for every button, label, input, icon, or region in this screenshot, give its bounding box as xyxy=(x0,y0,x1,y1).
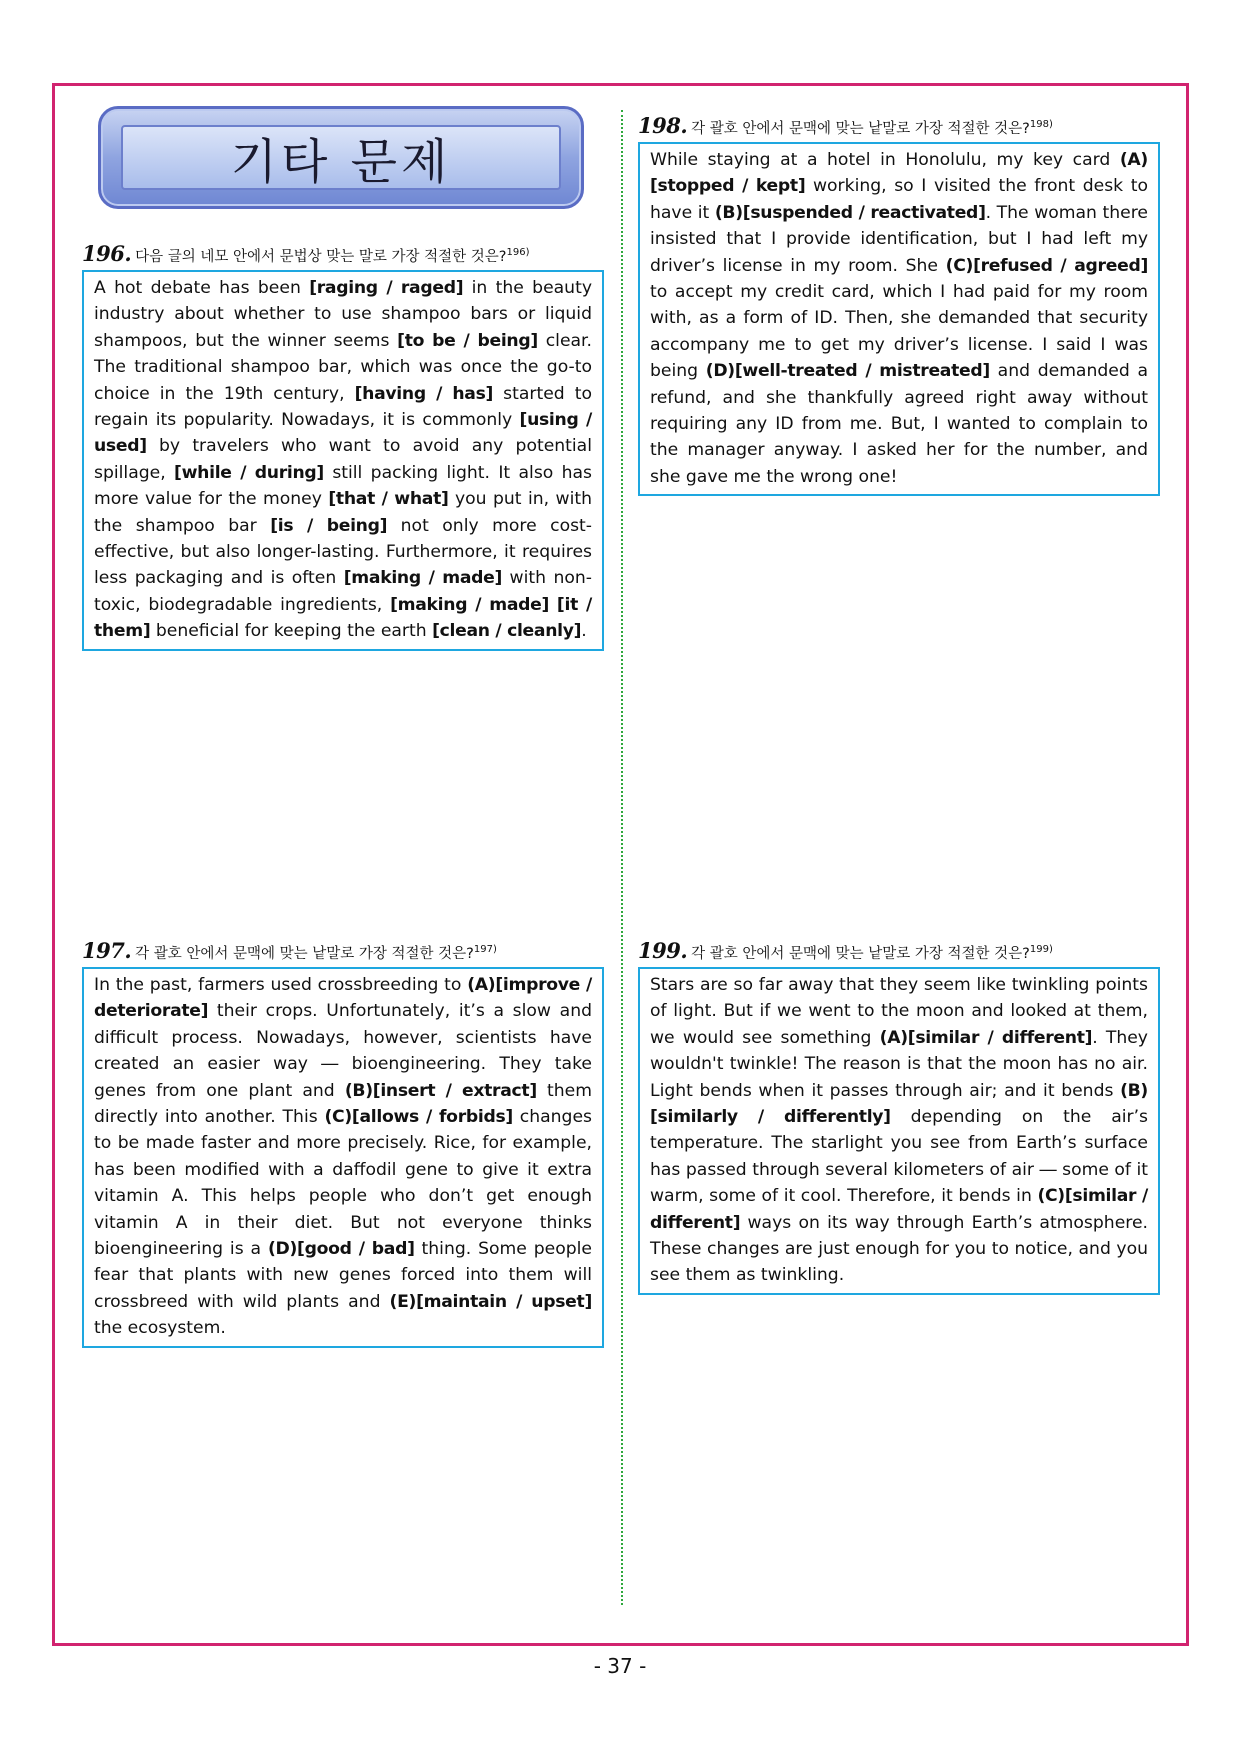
answer-choice: (C)[refused / agreed] xyxy=(945,255,1148,276)
footnote-marker: 197) xyxy=(473,944,497,956)
answer-choice: (A)[improve / deteriorate] xyxy=(94,975,592,1022)
answer-choice: (E)[maintain / upset] xyxy=(389,1291,593,1312)
answer-choice: (A)[similar / different] xyxy=(879,1027,1093,1048)
passage-box: In the past, farmers used crossbreeding to (A)[improve / deteriorate] their crops. Unfortunately, it’s a slow and difficult process. Nowadays, however, scientists have created an easier way ― bioengineering. They take genes from one plant and (B)[insert / extract] them directly into another. This (C)[allows / forbids] changes to be made faster and more precisely. Rice, for example, has been modified with a daffodil gene to give it extra vitamin A. This helps people who don’t get enough vitamin A in their diet. But not everyone thinks bioengineering is a (D)[good / bad] thing. Some people fear that plants with new genes forced into them will crossbreed with wild plants and (E)[maintain / upset] the ecosystem. xyxy=(82,967,604,1348)
question-197 xyxy=(82,938,604,1348)
answer-choice: [it / them] xyxy=(94,594,592,642)
answer-choice: [having / has] xyxy=(354,383,494,404)
answer-choice: [using / used] xyxy=(94,410,592,457)
question-number: 196. xyxy=(82,241,132,266)
answer-choice: [to be / being] xyxy=(397,330,538,351)
answer-choice: [clean / cleanly] xyxy=(432,621,582,642)
question-prompt: 각 괄호 안에서 문맥에 맞는 낱말로 가장 적절한 것은? xyxy=(691,946,1030,962)
answer-choice: (A)[stopped / kept] xyxy=(650,150,1148,197)
question-prompt: 각 괄호 안에서 문맥에 맞는 낱말로 가장 적절한 것은? xyxy=(135,946,474,962)
answer-choice: (C)[allows / forbids] xyxy=(324,1107,513,1128)
title-badge xyxy=(98,106,584,209)
answer-choice: [while / during] xyxy=(174,462,324,483)
footnote-marker: 198) xyxy=(1029,119,1053,131)
answer-choice: (C)[similar / different] xyxy=(650,1186,1148,1233)
answer-choice: (D)[good / bad] xyxy=(267,1239,415,1260)
title-inner xyxy=(121,125,561,190)
answer-choice: (B)[suspended / reactivated] xyxy=(714,202,986,223)
page-title: 기타 문제 xyxy=(230,134,452,190)
question-header xyxy=(82,938,604,963)
question-number: 199. xyxy=(638,938,688,963)
footnote-marker: 199) xyxy=(1029,944,1053,956)
answer-choice: [making / made] xyxy=(390,594,550,615)
column-divider xyxy=(621,110,623,1605)
question-prompt: 다음 글의 네모 안에서 문법상 맞는 말로 가장 적절한 것은? xyxy=(135,249,507,265)
question-header xyxy=(638,113,1160,138)
answer-choice: [raging / raged] xyxy=(309,278,464,298)
answer-choice: [that / what] xyxy=(328,489,449,510)
question-number: 198. xyxy=(638,113,688,138)
answer-choice: [making / made] xyxy=(343,568,503,589)
passage-box: While staying at a hotel in Honolulu, my key card (A)[stopped / kept] working, so I visited the front desk to have it (B)[suspended / reactivated]. The woman there insisted that I provide identification, but I had left my driver’s license in my room. She (C)[refused / agreed] to accept my credit card, which I had paid for my room with, as a form of ID. Then, she demanded that security accompany me to get my driver’s license. I said I was being (D)[well-treated / mistreated] and demanded a refund, and she thankfully agreed right away without requiring any ID from me. But, I wanted to complain to the manager anyway. I asked her for the number, and she gave me the wrong one! xyxy=(638,142,1160,496)
question-199 xyxy=(638,938,1160,1295)
question-198 xyxy=(638,113,1160,496)
passage-box: A hot debate has been [raging / raged] in the beauty industry about whether to use shampoo bars or liquid shampoos, but the winner seems [to be / being] clear. The traditional shampoo bar, which was once the go-to choice in the 19th century, [having / has] started to regain its popularity. Nowadays, it is commonly [using / used] by travelers who want to avoid any potential spillage, [while / during] still packing light. It also has more value for the money [that / what] you put in, with the shampoo bar [is / being] not only more cost-effective, but also longer-lasting. Furthermore, it requires less packaging and is often [making / made] with non-toxic, biodegradable ingredients, [making / made] [it / them] beneficial for keeping the earth [clean / cleanly]. xyxy=(82,270,604,651)
question-number: 197. xyxy=(82,938,132,963)
question-prompt: 각 괄호 안에서 문맥에 맞는 낱말로 가장 적절한 것은? xyxy=(691,121,1030,137)
answer-choice: [is / being] xyxy=(270,515,388,536)
question-header xyxy=(82,241,604,266)
answer-choice: (D)[well-treated / mistreated] xyxy=(705,361,990,382)
page-number: - 37 - xyxy=(593,1654,647,1678)
question-196 xyxy=(82,241,604,651)
answer-choice: (B)[insert / extract] xyxy=(344,1080,537,1101)
question-header xyxy=(638,938,1160,963)
answer-choice: (B)[similarly / differently] xyxy=(650,1080,1148,1128)
passage-box: Stars are so far away that they seem like twinkling points of light. But if we went to the moon and looked at them, we would see something (A)[similar / different]. They wouldn't twinkle! The reason is that the moon has no air. Light bends when it passes through air; and it bends (B)[similarly / differently] depending on the air’s temperature. The starlight you see from Earth’s surface has passed through several kilometers of air ― some of it warm, some of it cool. Therefore, it bends in (C)[similar / different] ways on its way through Earth’s atmosphere. These changes are just enough for you to notice, and you see them as twinkling. xyxy=(638,967,1160,1295)
footnote-marker: 196) xyxy=(506,247,530,259)
